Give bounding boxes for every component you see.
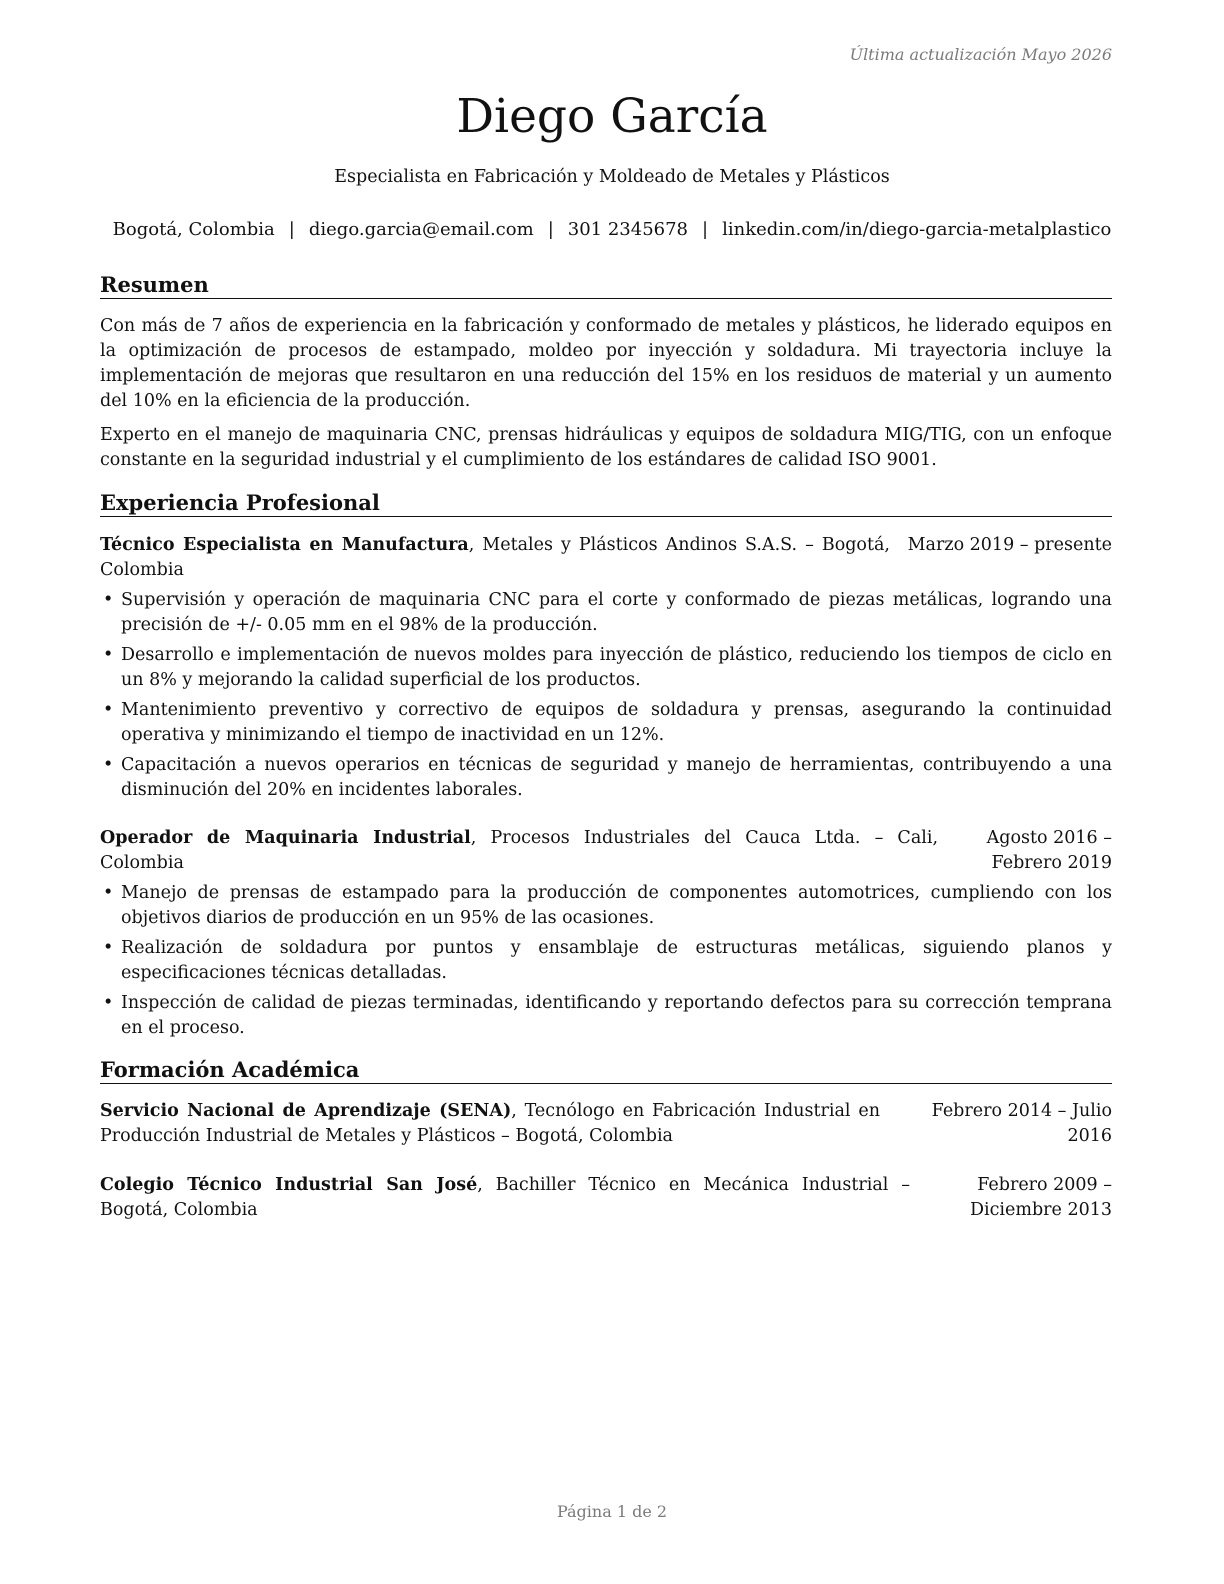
job-role: Técnico Especialista en Manufactura	[100, 535, 469, 555]
professional-tagline: Especialista en Fabricación y Moldeado de Metales y Plásticos	[334, 167, 890, 187]
contact-email[interactable]: diego.garcia@email.com	[308, 219, 534, 240]
job-title-company	[100, 533, 890, 583]
education-header	[100, 1173, 1112, 1223]
job-dates: Agosto 2016 – Febrero 2019	[986, 828, 1112, 873]
job-role: Operador de Maquinaria Industrial	[100, 828, 471, 848]
job-bullet-list	[100, 881, 1112, 1046]
bullet-icon: •	[103, 645, 114, 665]
job-title-company	[100, 826, 938, 876]
contact-separator: |	[288, 219, 295, 240]
section-heading-education: Formación Académica	[100, 1057, 1112, 1084]
list-item: • Desarrollo e implementación de nuevos moldes para inyección de plástico, reduciendo los tiempos de ciclo en un 8% y mejorando la calidad superficial de los productos.	[103, 645, 1112, 690]
contact-linkedin[interactable]: linkedin.com/in/diego-garcia-metalplastico	[722, 219, 1112, 240]
list-item: • Supervisión y operación de maquinaria CNC para el corte y conformado de piezas metálicas, logrando una precisión de +/- 0.05 mm en el 98% de la producción.	[103, 590, 1112, 635]
list-item: • Inspección de calidad de piezas terminadas, identificando y reportando defectos para su corrección temprana en el proceso.	[103, 993, 1112, 1038]
bullet-icon: •	[103, 938, 114, 958]
job-company: , Metales y Plásticos Andinos S.A.S. – Bogotá, Colombia	[100, 535, 890, 580]
job-dates: Marzo 2019 – presente	[907, 535, 1112, 555]
education-school: Colegio Técnico Industrial San José	[100, 1175, 478, 1195]
education-school-detail	[100, 1099, 880, 1149]
bullet-icon: •	[103, 700, 114, 720]
education-school: Servicio Nacional de Aprendizaje (SENA)	[100, 1101, 512, 1121]
contact-line	[0, 219, 1224, 240]
contact-separator: |	[702, 219, 709, 240]
education-dates: Febrero 2014 – Julio 2016	[931, 1101, 1112, 1146]
bullet-icon: •	[103, 590, 114, 610]
contact-location: Bogotá, Colombia	[112, 219, 275, 240]
job-header	[100, 826, 1112, 876]
list-item: • Realización de soldadura por puntos y ensamblaje de estructuras metálicas, siguiendo planos y especificaciones técnicas detalladas.	[103, 938, 1112, 983]
bullet-icon: •	[103, 755, 114, 775]
contact-separator: |	[547, 219, 554, 240]
job-company: , Procesos Industriales del Cauca Ltda. – Cali, Colombia	[100, 828, 939, 873]
section-heading-experience: Experiencia Profesional	[100, 490, 1112, 517]
summary-paragraph-1: Con más de 7 años de experiencia en la fabricación y conformado de metales y plásticos, he liderado equipos en la optimización de procesos de estampado, moldeo por inyección y soldadura. Mi trayectoria incluye la implementación de mejoras que resultaron en una reducción del 15% en los residuos de material y un aumento del 10% en la eficiencia de la producción.	[100, 316, 1112, 411]
education-header	[100, 1099, 1112, 1149]
section-heading-summary: Resumen	[100, 272, 1112, 299]
list-item: • Mantenimiento preventivo y correctivo de equipos de soldadura y prensas, asegurando la continuidad operativa y minimizando el tiempo de inactividad en un 12%.	[103, 700, 1112, 745]
candidate-name: Diego García	[456, 89, 768, 144]
contact-phone[interactable]: 301 2345678	[567, 219, 689, 240]
education-detail: , Tecnólogo en Fabricación Industrial en Producción Industrial de Metales y Plásticos – Bogotá, Colombia	[100, 1101, 880, 1146]
page-number: Página 1 de 2	[556, 1502, 668, 1521]
education-detail: , Bachiller Técnico en Mecánica Industrial – Bogotá, Colombia	[100, 1175, 910, 1220]
education-dates: Febrero 2009 – Diciembre 2013	[970, 1175, 1112, 1220]
summary-paragraph-2: Experto en el manejo de maquinaria CNC, prensas hidráulicas y equipos de soldadura MIG/TIG, con un enfoque constante en la seguridad industrial y el cumplimiento de los estándares de calidad ISO 9001.	[100, 425, 1112, 470]
job-bullet-list	[100, 588, 1112, 808]
bullet-icon: •	[103, 993, 114, 1013]
bullet-icon: •	[103, 883, 114, 903]
last-updated: Última actualización Mayo 2026	[849, 45, 1112, 64]
job-header	[100, 533, 1112, 583]
education-school-detail	[100, 1173, 910, 1223]
list-item: • Manejo de prensas de estampado para la producción de componentes automotrices, cumpliendo con los objetivos diarios de producción en un 95% de las ocasiones.	[103, 883, 1112, 928]
list-item: • Capacitación a nuevos operarios en técnicas de seguridad y manejo de herramientas, contribuyendo a una disminución del 20% en incidentes laborales.	[103, 755, 1112, 800]
